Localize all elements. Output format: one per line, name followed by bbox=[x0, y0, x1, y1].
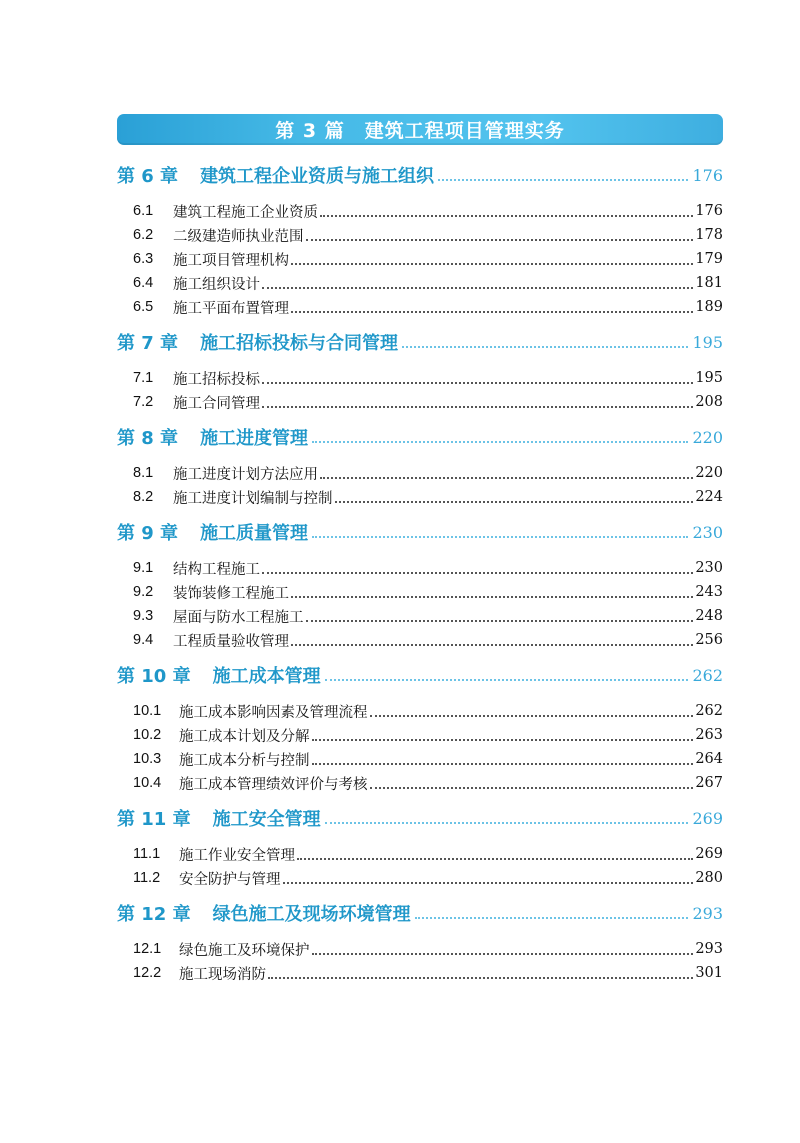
section-title: 装饰装修工程施工 bbox=[173, 585, 289, 602]
section-number: 6.3 bbox=[133, 251, 154, 267]
section-number: 12.2 bbox=[133, 965, 162, 981]
dot-leader bbox=[306, 239, 694, 241]
section-number: 6.2 bbox=[133, 227, 154, 243]
section-title: 施工平面布置管理 bbox=[173, 300, 289, 317]
section-page-number: 208 bbox=[695, 394, 723, 410]
part-title: 第 3 篇 建筑工程项目管理实务 bbox=[275, 120, 565, 142]
section-title: 结构工程施工 bbox=[173, 561, 260, 578]
section-entry[interactable] bbox=[117, 628, 723, 652]
section-page-number: 179 bbox=[695, 251, 723, 267]
section-entry[interactable] bbox=[117, 295, 723, 319]
section-number: 7.2 bbox=[133, 394, 154, 410]
section-entry[interactable] bbox=[117, 461, 723, 485]
section-number: 10.3 bbox=[133, 751, 162, 767]
section-number: 9.4 bbox=[133, 632, 154, 648]
dot-leader bbox=[283, 882, 694, 884]
section-entry[interactable] bbox=[117, 485, 723, 509]
section-entry[interactable] bbox=[117, 723, 723, 747]
chapter-title: 施工进度管理 bbox=[200, 428, 309, 449]
section-page-number: 181 bbox=[695, 275, 723, 291]
section-page-number: 248 bbox=[695, 608, 723, 624]
section-number: 6.4 bbox=[133, 275, 154, 291]
section-title: 施工合同管理 bbox=[173, 395, 260, 412]
section-number: 6.1 bbox=[133, 203, 154, 219]
section-title: 施工成本分析与控制 bbox=[179, 752, 310, 769]
section-entry[interactable] bbox=[117, 580, 723, 604]
section-title: 施工作业安全管理 bbox=[179, 847, 295, 864]
chapter-number: 第 11 章 bbox=[117, 809, 191, 830]
chapter-title: 施工招标投标与合同管理 bbox=[200, 333, 399, 354]
table-of-contents bbox=[117, 158, 723, 991]
section-title: 施工招标投标 bbox=[173, 371, 260, 388]
section-title: 施工成本计划及分解 bbox=[179, 728, 310, 745]
section-title: 施工成本管理绩效评价与考核 bbox=[179, 776, 368, 793]
section-title: 屋面与防水工程施工 bbox=[173, 609, 304, 626]
chapter-title: 施工质量管理 bbox=[200, 523, 309, 544]
section-number: 10.4 bbox=[133, 775, 162, 791]
section-number: 12.1 bbox=[133, 941, 162, 957]
section-page-number: 293 bbox=[695, 941, 723, 957]
chapter-title: 施工安全管理 bbox=[212, 809, 321, 830]
dot-leader bbox=[262, 406, 693, 408]
section-title: 施工成本影响因素及管理流程 bbox=[179, 704, 368, 721]
section-entry[interactable] bbox=[117, 199, 723, 223]
dot-leader bbox=[312, 953, 694, 955]
dot-leader bbox=[320, 477, 693, 479]
section-page-number: 195 bbox=[695, 370, 723, 386]
section-entry[interactable] bbox=[117, 223, 723, 247]
section-page-number: 280 bbox=[695, 870, 723, 886]
dot-leader bbox=[291, 596, 693, 598]
section-page-number: 256 bbox=[695, 632, 723, 648]
section-page-number: 269 bbox=[695, 846, 723, 862]
chapter-entry[interactable] bbox=[117, 515, 723, 549]
section-entry[interactable] bbox=[117, 366, 723, 390]
section-title: 施工进度计划方法应用 bbox=[173, 466, 318, 483]
chapter-entry[interactable] bbox=[117, 158, 723, 192]
section-list bbox=[117, 692, 723, 801]
section-page-number: 301 bbox=[695, 965, 723, 981]
section-number: 11.2 bbox=[133, 870, 161, 886]
dot-leader bbox=[268, 977, 693, 979]
part-banner bbox=[117, 114, 723, 145]
section-title: 建筑工程施工企业资质 bbox=[173, 204, 318, 221]
section-page-number: 267 bbox=[695, 775, 723, 791]
section-list bbox=[117, 192, 723, 325]
section-number: 9.2 bbox=[133, 584, 154, 600]
section-title: 施工进度计划编制与控制 bbox=[173, 490, 333, 507]
chapter-entry[interactable] bbox=[117, 420, 723, 454]
section-number: 9.1 bbox=[133, 560, 154, 576]
section-page-number: 178 bbox=[695, 227, 723, 243]
section-title: 工程质量验收管理 bbox=[173, 633, 289, 650]
dot-leader bbox=[370, 787, 694, 789]
dot-leader bbox=[312, 441, 688, 443]
section-number: 10.1 bbox=[133, 703, 162, 719]
dot-leader bbox=[402, 346, 688, 348]
section-entry[interactable] bbox=[117, 961, 723, 985]
dot-leader bbox=[291, 311, 693, 313]
section-entry[interactable] bbox=[117, 556, 723, 580]
dot-leader bbox=[297, 858, 693, 860]
section-page-number: 176 bbox=[695, 203, 723, 219]
section-entry[interactable] bbox=[117, 866, 723, 890]
dot-leader bbox=[306, 620, 694, 622]
section-list bbox=[117, 454, 723, 515]
dot-leader bbox=[325, 679, 689, 681]
section-number: 8.2 bbox=[133, 489, 154, 505]
section-page-number: 262 bbox=[695, 703, 723, 719]
section-page-number: 224 bbox=[695, 489, 723, 505]
section-entry[interactable] bbox=[117, 699, 723, 723]
section-title: 二级建造师执业范围 bbox=[173, 228, 304, 245]
section-entry[interactable] bbox=[117, 271, 723, 295]
dot-leader bbox=[291, 263, 693, 265]
chapter-entry[interactable] bbox=[117, 658, 723, 692]
section-entry[interactable] bbox=[117, 842, 723, 866]
dot-leader bbox=[312, 739, 694, 741]
chapter-page-number: 195 bbox=[692, 332, 723, 352]
dot-leader bbox=[438, 179, 688, 181]
chapter-title: 建筑工程企业资质与施工组织 bbox=[200, 166, 435, 187]
dot-leader bbox=[325, 822, 689, 824]
chapter-number: 第 12 章 bbox=[117, 904, 191, 925]
section-entry[interactable] bbox=[117, 247, 723, 271]
chapter-page-number: 262 bbox=[692, 665, 723, 685]
dot-leader bbox=[262, 572, 693, 574]
section-page-number: 220 bbox=[695, 465, 723, 481]
section-page-number: 243 bbox=[695, 584, 723, 600]
section-title: 施工现场消防 bbox=[179, 966, 266, 983]
dot-leader bbox=[291, 644, 693, 646]
section-title: 安全防护与管理 bbox=[179, 871, 281, 888]
dot-leader bbox=[320, 215, 693, 217]
chapter-entry[interactable] bbox=[117, 325, 723, 359]
section-number: 10.2 bbox=[133, 727, 162, 743]
dot-leader bbox=[262, 382, 693, 384]
section-list bbox=[117, 359, 723, 420]
section-list bbox=[117, 930, 723, 991]
chapter-title: 绿色施工及现场环境管理 bbox=[212, 904, 411, 925]
chapter-entry[interactable] bbox=[117, 801, 723, 835]
dot-leader bbox=[312, 763, 694, 765]
section-page-number: 189 bbox=[695, 299, 723, 315]
section-list bbox=[117, 549, 723, 658]
section-title: 施工项目管理机构 bbox=[173, 252, 289, 269]
dot-leader bbox=[415, 917, 689, 919]
section-title: 施工组织设计 bbox=[173, 276, 260, 293]
section-page-number: 264 bbox=[695, 751, 723, 767]
chapter-title: 施工成本管理 bbox=[212, 666, 321, 687]
chapter-page-number: 269 bbox=[692, 808, 723, 828]
section-entry[interactable] bbox=[117, 937, 723, 961]
dot-leader bbox=[370, 715, 694, 717]
section-list bbox=[117, 835, 723, 896]
section-entry[interactable] bbox=[117, 747, 723, 771]
dot-leader bbox=[335, 501, 694, 503]
chapter-entry[interactable] bbox=[117, 896, 723, 930]
chapter-page-number: 176 bbox=[692, 165, 723, 185]
section-entry[interactable] bbox=[117, 771, 723, 795]
section-number: 7.1 bbox=[133, 370, 154, 386]
section-entry[interactable] bbox=[117, 390, 723, 414]
section-entry[interactable] bbox=[117, 604, 723, 628]
dot-leader bbox=[312, 536, 688, 538]
section-number: 9.3 bbox=[133, 608, 154, 624]
chapter-number: 第 8 章 bbox=[117, 428, 179, 449]
section-page-number: 230 bbox=[695, 560, 723, 576]
chapter-number: 第 10 章 bbox=[117, 666, 191, 687]
chapter-page-number: 293 bbox=[692, 903, 723, 923]
chapter-page-number: 220 bbox=[692, 427, 723, 447]
section-number: 6.5 bbox=[133, 299, 154, 315]
section-title: 绿色施工及环境保护 bbox=[179, 942, 310, 959]
chapter-number: 第 9 章 bbox=[117, 523, 179, 544]
dot-leader bbox=[262, 287, 693, 289]
section-number: 8.1 bbox=[133, 465, 154, 481]
chapter-number: 第 7 章 bbox=[117, 333, 179, 354]
section-page-number: 263 bbox=[695, 727, 723, 743]
chapter-number: 第 6 章 bbox=[117, 166, 179, 187]
chapter-page-number: 230 bbox=[692, 522, 723, 542]
section-number: 11.1 bbox=[133, 846, 161, 862]
